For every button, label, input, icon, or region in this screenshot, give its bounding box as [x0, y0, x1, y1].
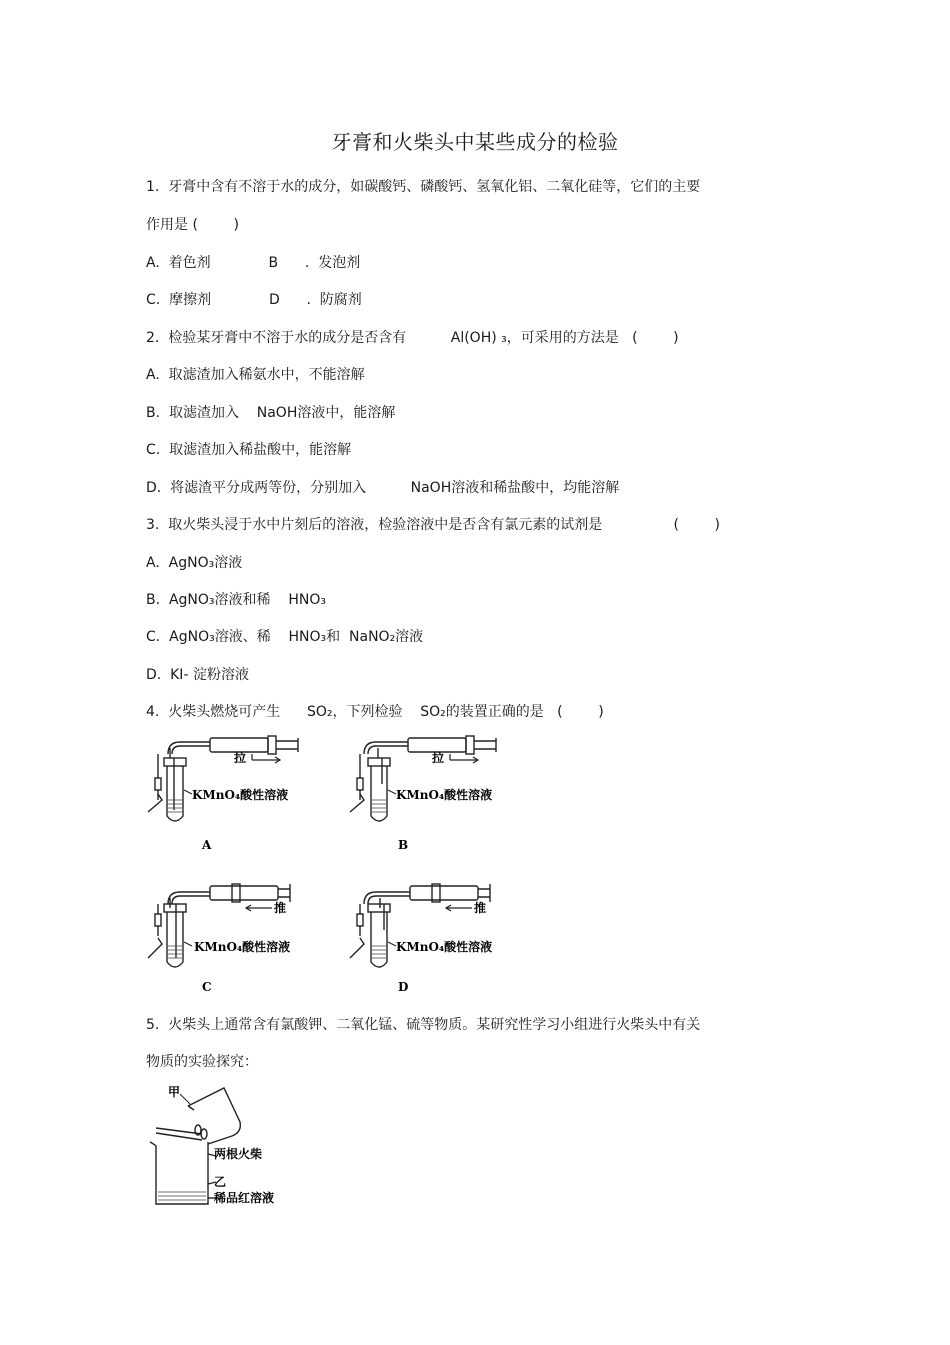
- apparatus-a-diagram: [140, 728, 310, 853]
- q2-stem: 2. 检验某牙膏中不溶于水的成分是否含有 Al(OH) ₃，可采用的方法是 ( ): [146, 330, 679, 346]
- solution-label: 稀品红溶液: [214, 1191, 275, 1205]
- q5-stem-line2: 物质的实验探究：: [146, 1054, 258, 1070]
- apparatus-d-label: D: [398, 980, 409, 994]
- q1-options-ab: A. 着色剂 B . 发泡剂: [146, 255, 361, 271]
- apparatus-c-label: C: [202, 980, 212, 994]
- apparatus-b-pull-label: 拉: [432, 751, 445, 765]
- q3-stem: 3. 取火柴头浸于水中片刻后的溶液，检验溶液中是否含有氯元素的试剂是 ( ): [146, 517, 720, 533]
- apparatus-d-solution-label: KMnO₄酸性溶液: [396, 940, 493, 954]
- q5-stem-line1: 5. 火柴头上通常含有氯酸钾、二氧化锰、硫等物质。某研究性学习小组进行火柴头中有关: [146, 1017, 701, 1033]
- apparatus-b-diagram: [342, 728, 512, 853]
- apparatus-c-push-label: 推: [274, 901, 287, 915]
- page-title: 牙膏和火柴头中某些成分的检验: [331, 130, 619, 154]
- apparatus-d-diagram: [342, 878, 512, 998]
- q2-option-a: A. 取滤渣加入稀氨水中，不能溶解: [146, 367, 365, 383]
- q3-option-a: A. AgNO₃溶液: [146, 555, 243, 571]
- apparatus-c-solution-label: KMnO₄酸性溶液: [194, 940, 291, 954]
- apparatus-a-solution-label: KMnO₄酸性溶液: [192, 788, 289, 802]
- q1-stem-line1: 1. 牙膏中含有不溶于水的成分，如碳酸钙、磷酸钙、氢氧化铝、二氧化硅等，它们的主要: [146, 179, 701, 195]
- q1-options-cd: C. 摩擦剂 D . 防腐剂: [146, 292, 362, 308]
- q3-option-b: B. AgNO₃溶液和稀 HNO₃: [146, 592, 326, 608]
- q1-stem-line2: 作用是 ( ): [146, 217, 239, 233]
- container-jia-label: 甲: [168, 1085, 181, 1099]
- q2-option-d: D. 将滤渣平分成两等份，分别加入 NaOH溶液和稀盐酸中，均能溶解: [146, 480, 620, 496]
- apparatus-b-label: B: [398, 838, 409, 852]
- q3-option-d: D. KI- 淀粉溶液: [146, 667, 249, 683]
- apparatus-b-solution-label: KMnO₄酸性溶液: [396, 788, 493, 802]
- apparatus-a-label: A: [202, 838, 212, 852]
- apparatus-a-pull-label: 拉: [234, 751, 247, 765]
- matches-label: 两根火柴: [214, 1147, 263, 1161]
- match-experiment-diagram: [146, 1080, 316, 1215]
- apparatus-c-diagram: [140, 878, 310, 998]
- q2-option-c: C. 取滤渣加入稀盐酸中，能溶解: [146, 442, 352, 458]
- q4-stem: 4. 火柴头燃烧可产生 SO₂，下列检验 SO₂的装置正确的是 ( ): [146, 704, 604, 720]
- q3-option-c: C. AgNO₃溶液、稀 HNO₃和 NaNO₂溶液: [146, 629, 424, 645]
- q2-option-b: B. 取滤渣加入 NaOH溶液中，能溶解: [146, 405, 396, 421]
- beaker-yi-label: 乙: [214, 1175, 227, 1189]
- apparatus-d-push-label: 推: [474, 901, 487, 915]
